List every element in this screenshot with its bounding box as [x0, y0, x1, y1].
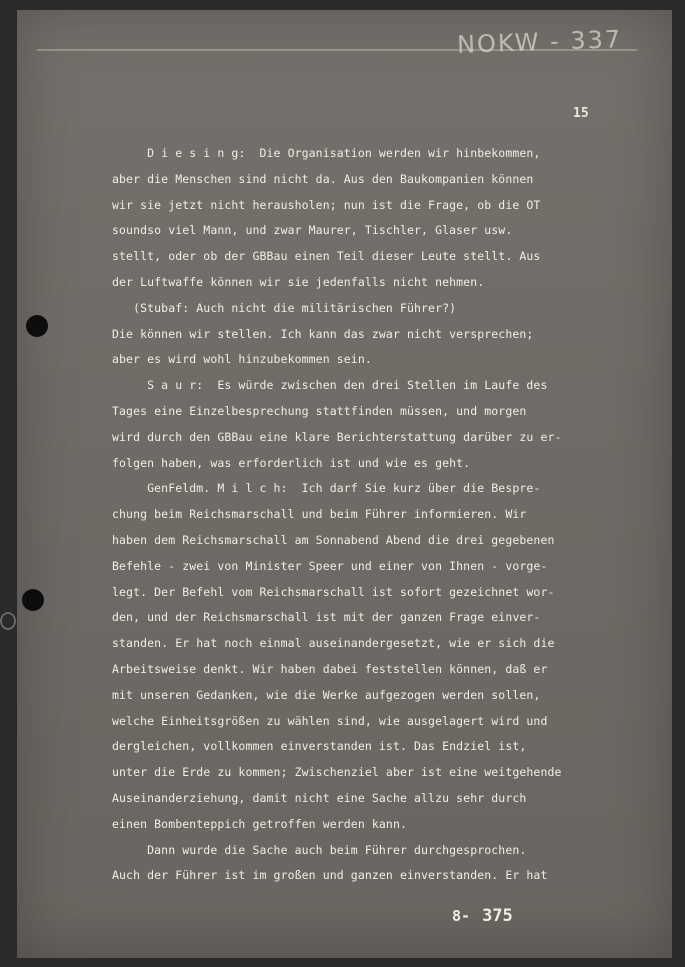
footer-number: 375 [482, 906, 513, 926]
text-line: Arbeitsweise denkt. Wir haben dabei feststellen können, daß er [112, 661, 548, 676]
text-line: Auseinanderziehung, damit nicht eine Sache allzu sehr durch [112, 790, 527, 805]
footer-prefix: 8- [452, 907, 471, 925]
page-number: 15 [573, 106, 589, 121]
text-line: (Stubaf: Auch nicht die militärischen Führer?) [112, 300, 457, 315]
text-line: legt. Der Befehl vom Reichsmarschall ist sofort gezeichnet wor- [112, 584, 555, 599]
text-line: aber es wird wohl hinzubekommen sein. [112, 352, 372, 367]
archive-mark: NOKW - 337 [456, 25, 623, 59]
text-line: Dann wurde die Sache auch beim Führer durchgesprochen. [112, 842, 527, 857]
punch-hole-icon [26, 315, 48, 337]
text-line: Auch der Führer ist im großen und ganzen einverstanden. Er hat [112, 868, 548, 883]
text-line: mit unseren Gedanken, wie die Werke aufgezogen werden sollen, [112, 687, 541, 702]
text-line: der Luftwaffe können wir sie jedenfalls nicht nehmen. [112, 274, 485, 289]
text-line: wird durch den GBBau eine klare Berichterstattung darüber zu er- [112, 429, 562, 444]
text-line: einen Bombenteppich getroffen werden kann. [112, 816, 407, 831]
text-line: unter die Erde zu kommen; Zwischenziel aber ist eine weitgehende [112, 765, 562, 780]
body-text [112, 141, 617, 889]
text-line: dergleichen, vollkommen einverstanden ist. Das Endziel ist, [112, 739, 527, 754]
text-line: chung beim Reichsmarschall und beim Führer informieren. Wir [112, 507, 527, 522]
text-line: Die können wir stellen. Ich kann das zwar nicht versprechen; [112, 326, 534, 341]
text-line: welche Einheitsgrößen zu wählen sind, wie ausgelagert wird und [112, 713, 548, 728]
text-line: GenFeldm. M i l c h: Ich darf Sie kurz über die Bespre- [112, 481, 541, 496]
text-line: haben dem Reichsmarschall am Sonnabend Abend die drei gegebenen [112, 532, 555, 547]
text-line: D i e s i n g: Die Organisation werden wir hinbekommen, [112, 146, 541, 160]
text-line: Tages eine Einzelbesprechung stattfinden müssen, und morgen [112, 403, 527, 418]
ring-mark-icon [0, 612, 16, 630]
text-line: soundso viel Mann, und zwar Maurer, Tischler, Glaser usw. [112, 223, 513, 238]
text-line: S a u r: Es würde zwischen den drei Stellen im Laufe des [112, 378, 548, 393]
text-line: den, und der Reichsmarschall ist mit der ganzen Frage einver- [112, 610, 541, 625]
text-line: Befehle - zwei von Minister Speer und einer von Ihnen - vorge- [112, 558, 548, 573]
text-line: wir sie jetzt nicht herausholen; nun ist die Frage, ob die OT [112, 197, 541, 212]
text-line: folgen haben, was erforderlich ist und wie es geht. [112, 455, 471, 470]
text-line: standen. Er hat noch einmal auseinandergesetzt, wie er sich die [112, 636, 555, 651]
punch-hole-icon [22, 589, 44, 611]
document-footer [452, 906, 513, 926]
text-line: stellt, oder ob der GBBau einen Teil dieser Leute stellt. Aus [112, 249, 541, 264]
text-line: aber die Menschen sind nicht da. Aus den Baukompanien können [112, 171, 534, 186]
